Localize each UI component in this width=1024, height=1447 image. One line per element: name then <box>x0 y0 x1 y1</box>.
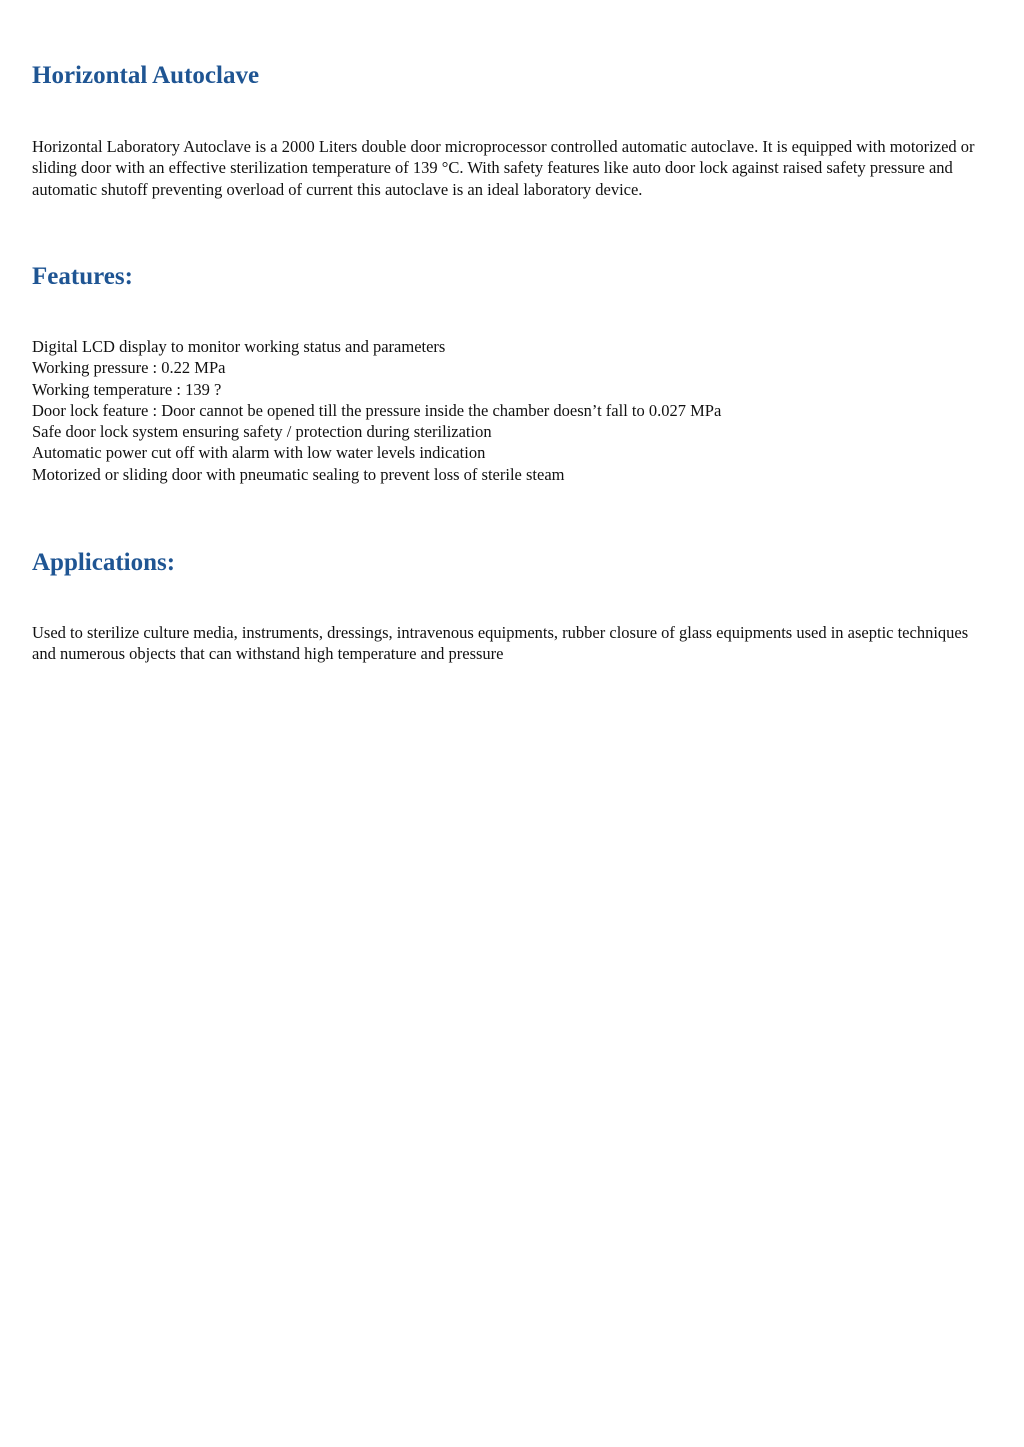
list-item: Digital LCD display to monitor working status and parameters <box>32 337 446 356</box>
features-list <box>32 336 721 485</box>
list-item: Working pressure : 0.22 MPa <box>32 358 226 378</box>
applications-heading: Applications: <box>32 549 176 576</box>
list-item: Motorized or sliding door with pneumatic sealing to prevent loss of sterile steam <box>32 464 565 484</box>
applications-paragraph: Used to sterilize culture media, instruments, dressings, intravenous equipments, rubber closure of glass equipments used in aseptic techniques and numerous objects that can withstand high temperature and pressure <box>32 623 969 664</box>
list-item: Working temperature : 139 ? <box>32 379 222 399</box>
list-item: Door lock feature : Door cannot be opened till the pressure inside the chamber doesn’t fall to 0.027 MPa <box>32 400 722 420</box>
list-item: Automatic power cut off with alarm with low water levels indication <box>32 443 486 463</box>
page-title: Horizontal Autoclave <box>32 62 260 89</box>
list-item: Safe door lock system ensuring safety / protection during sterilization <box>32 422 492 442</box>
features-heading: Features: <box>32 263 133 290</box>
intro-paragraph: Horizontal Laboratory Autoclave is a 2000 Liters double door microprocessor controlled automatic autoclave. It is equipped with motorized or sliding door with an effective sterilization temperature of 139 °C. With safety features like auto door lock against raised safety pressure and automatic shutoff preventing overload of current this autoclave is an ideal laboratory device. <box>32 137 975 199</box>
